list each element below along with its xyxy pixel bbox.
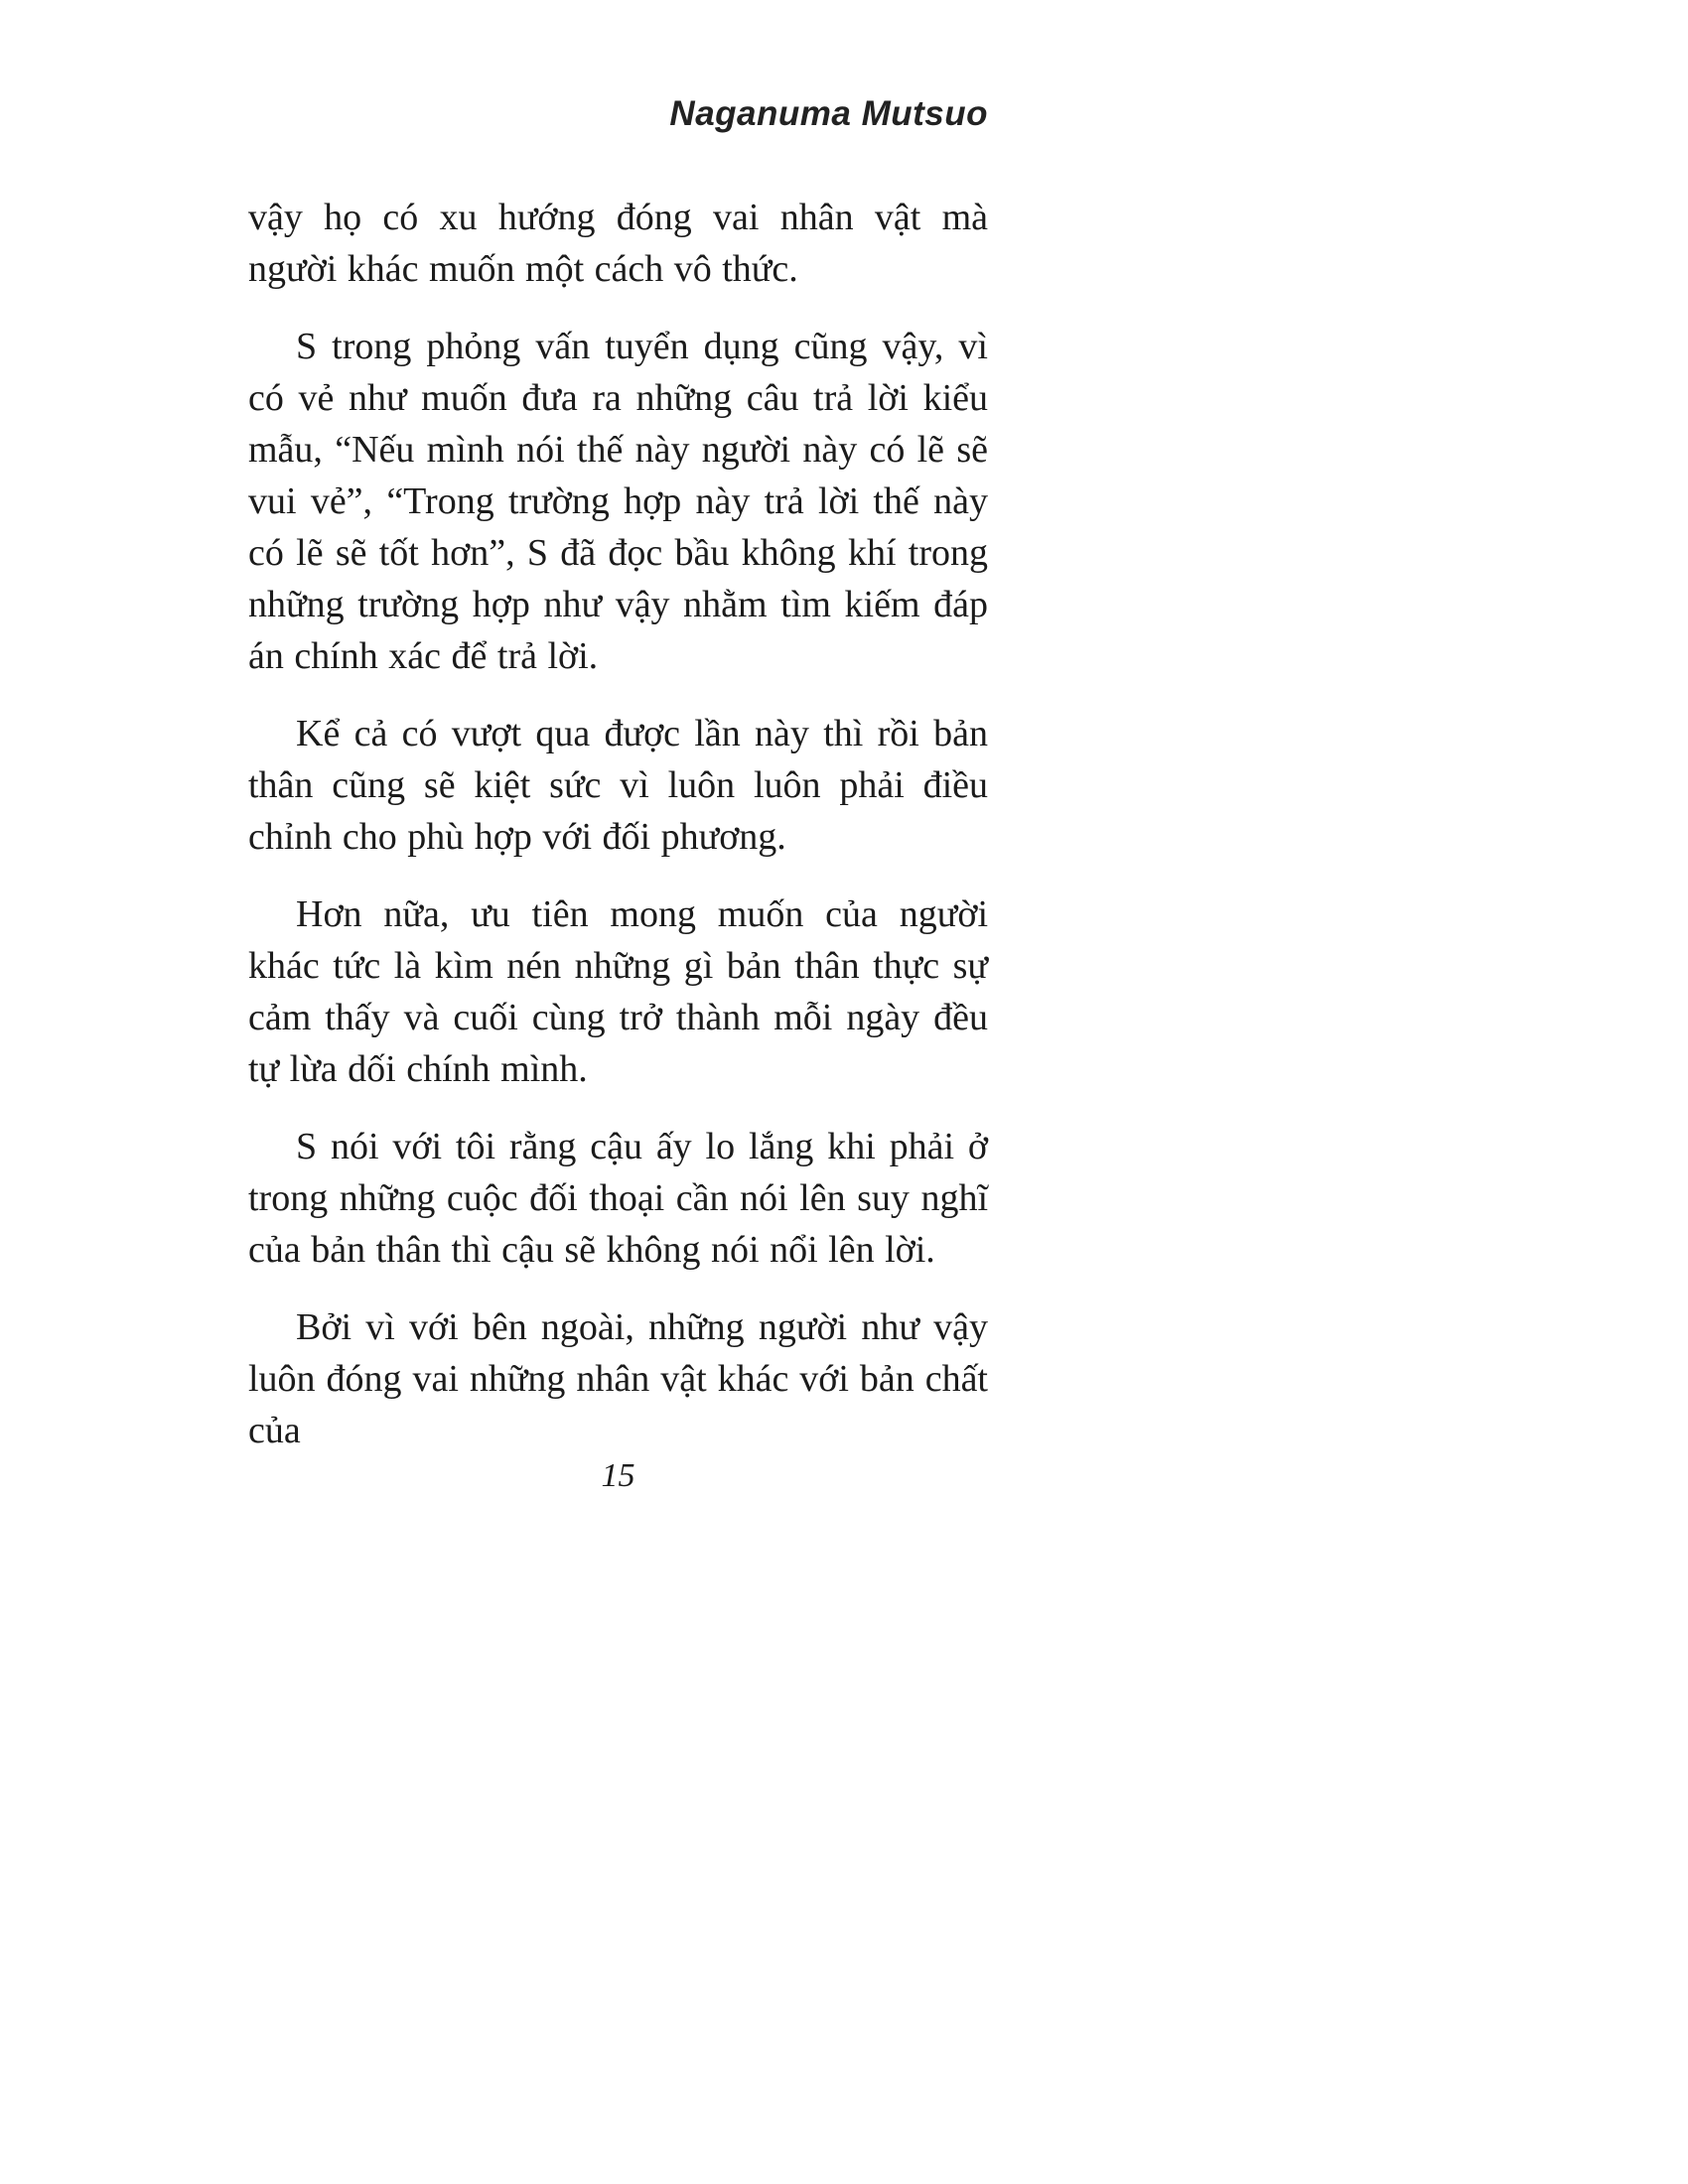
paragraph: Bởi vì với bên ngoài, những người như vậy luôn đóng vai những nhân vật khác với bản chất của <box>248 1306 988 1451</box>
paragraph: S trong phỏng vấn tuyển dụng cũng vậy, vì có vẻ như muốn đưa ra những câu trả lời kiểu mẫu, “Nếu mình nói thế này người này có lẽ sẽ vui vẻ”, “Trong trường hợp này trả lời thế này có lẽ sẽ tốt hơn”, S đã đọc bầu không khí trong những trường hợp như vậy nhằm tìm kiếm đáp án chính xác để trả lời. <box>248 326 988 677</box>
running-header-author: Naganuma Mutsuo <box>669 94 988 133</box>
text-block <box>248 94 988 1482</box>
paragraph: Kể cả có vượt qua được lần này thì rồi bản thân cũng sẽ kiệt sức vì luôn luôn phải điều chỉnh cho phù hợp với đối phương. <box>248 713 988 858</box>
paragraph: S nói với tôi rằng cậu ấy lo lắng khi phải ở trong những cuộc đối thoại cần nói lên suy nghĩ của bản thân thì cậu sẽ không nói nổi lên lời. <box>248 1126 988 1271</box>
paragraph: vậy họ có xu hướng đóng vai nhân vật mà người khác muốn một cách vô thức. <box>248 197 988 290</box>
paragraphs <box>248 192 988 1456</box>
paragraph: Hơn nữa, ưu tiên mong muốn của người khác tức là kìm nén những gì bản thân thực sự cảm thấy và cuối cùng trở thành mỗi ngày đều tự lừa dối chính mình. <box>248 893 988 1090</box>
page-number: 15 <box>601 1457 635 1494</box>
